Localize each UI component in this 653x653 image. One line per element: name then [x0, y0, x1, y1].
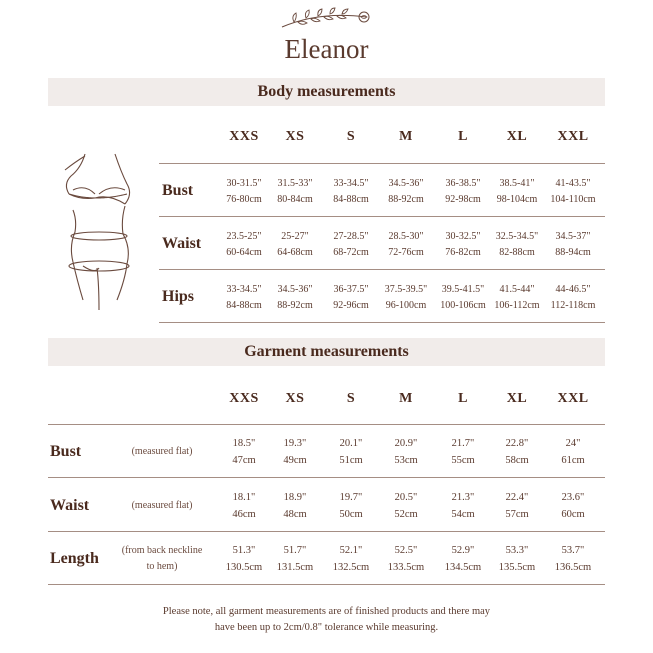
body-cell-in: 27-28.5" [333, 231, 369, 242]
body-cell-in: 36-38.5" [445, 178, 481, 189]
body-cell-cm: 80-84cm [277, 194, 313, 205]
garment-cell-in: 21.7" [451, 438, 475, 449]
garment-cell-in: 53.7" [561, 545, 585, 556]
garment-cell-cm: 53cm [394, 455, 418, 466]
garment-cell-cm: 51cm [339, 455, 363, 466]
body-cell-in: 41.5-44" [499, 284, 535, 295]
garment-cell-in: 20.5" [394, 492, 418, 503]
body-row-rule [159, 269, 605, 270]
garment-cell-cm: 60cm [561, 509, 585, 520]
body-cell-in: 33-34.5" [333, 178, 369, 189]
garment-cell-cm: 132.5cm [332, 562, 370, 573]
body-cell-in: 30-31.5" [226, 178, 262, 189]
body-cell-cm: 76-80cm [226, 194, 262, 205]
garment-cell-in: 51.7" [283, 545, 307, 556]
brand-name: Eleanor [284, 34, 369, 64]
garment-cell-in: 18.1" [232, 492, 256, 503]
body-cell-cm: 84-88cm [226, 300, 262, 311]
body-cell-in: 39.5-41.5" [441, 284, 485, 295]
garment-row-label-bust: Bust [50, 443, 82, 460]
body-cell-in: 34.5-36" [277, 284, 313, 295]
body-cell-in: 30-32.5" [445, 231, 481, 242]
body-cell-cm: 96-100cm [385, 300, 427, 311]
body-cell-cm: 76-82cm [445, 247, 481, 258]
body-cell-cm: 68-72cm [333, 247, 369, 258]
body-cell-cm: 60-64cm [226, 247, 262, 258]
body-size-header-xxs: XXS [229, 129, 259, 144]
garment-cell-cm: 55cm [451, 455, 475, 466]
body-cell-in: 32.5-34.5" [495, 231, 539, 242]
garment-cell-in: 53.3" [505, 545, 529, 556]
garment-cell-in: 23.6" [561, 492, 585, 503]
body-cell-in: 23.5-25" [226, 231, 262, 242]
body-cell-cm: 106-112cm [494, 300, 540, 311]
body-cell-cm: 82-88cm [499, 247, 535, 258]
body-cell-in: 25-27" [281, 231, 309, 242]
garment-cell-cm: 48cm [283, 509, 307, 520]
garment-cell-cm: 47cm [232, 455, 256, 466]
garment-cell-in: 21.3" [451, 492, 475, 503]
body-cell-cm: 88-92cm [388, 194, 424, 205]
garment-cell-cm: 131.5cm [276, 562, 314, 573]
garment-row-rule [48, 584, 605, 585]
garment-cell-in: 20.9" [394, 438, 418, 449]
garment-size-header-s: S [346, 391, 356, 406]
garment-cell-in: 52.1" [339, 545, 363, 556]
body-cell-cm: 100-106cm [440, 300, 486, 311]
garment-cell-in: 18.5" [232, 438, 256, 449]
body-size-header-s: S [346, 129, 356, 144]
garment-row-note: (from back neckline [121, 545, 203, 556]
garment-cell-cm: 46cm [232, 509, 256, 520]
garment-cell-cm: 50cm [339, 509, 363, 520]
body-cell-in: 44-46.5" [555, 284, 591, 295]
body-size-header-l: L [458, 129, 468, 144]
body-measurements-header: Body measurements [48, 78, 605, 106]
garment-cell-in: 52.9" [451, 545, 475, 556]
garment-measurements-header: Garment measurements [48, 338, 605, 366]
garment-row-label-waist: Waist [50, 497, 90, 514]
body-cell-cm: 84-88cm [333, 194, 369, 205]
body-cell-in: 28.5-30" [388, 231, 424, 242]
body-cell-cm: 64-68cm [277, 247, 313, 258]
body-cell-in: 31.5-33" [277, 178, 313, 189]
body-cell-cm: 98-104cm [496, 194, 538, 205]
garment-cell-in: 20.1" [339, 438, 363, 449]
garment-cell-cm: 134.5cm [444, 562, 482, 573]
garment-cell-in: 19.7" [339, 492, 363, 503]
footnote-line-2: have been up to 2cm/0.8" tolerance while measuring. [214, 622, 439, 633]
garment-cell-in: 22.8" [505, 438, 529, 449]
garment-size-header-xxs: XXS [229, 391, 259, 406]
body-cell-cm: 88-92cm [277, 300, 313, 311]
body-size-header-m: M [399, 129, 413, 144]
body-size-header-xxl: XXL [557, 129, 589, 144]
garment-row-note: (measured flat) [131, 500, 193, 511]
garment-cell-cm: 135.5cm [498, 562, 536, 573]
body-row-label-hips: Hips [162, 288, 195, 305]
body-cell-cm: 104-110cm [550, 194, 596, 205]
garment-cell-cm: 57cm [505, 509, 529, 520]
body-cell-cm: 72-76cm [388, 247, 424, 258]
body-cell-in: 38.5-41" [499, 178, 535, 189]
body-rule-top [159, 163, 605, 164]
garment-cell-cm: 49cm [283, 455, 307, 466]
garment-size-header-xs: XS [285, 391, 305, 406]
garment-cell-cm: 130.5cm [225, 562, 263, 573]
garment-cell-cm: 136.5cm [554, 562, 592, 573]
garment-cell-in: 22.4" [505, 492, 529, 503]
garment-rule-top [48, 424, 605, 425]
laurel-branch-icon [280, 5, 376, 35]
garment-row-note: (measured flat) [131, 446, 193, 457]
body-row-label-bust: Bust [162, 182, 194, 199]
body-row-rule [159, 216, 605, 217]
garment-cell-cm: 58cm [505, 455, 529, 466]
body-cell-cm: 112-118cm [550, 300, 596, 311]
garment-size-header-m: M [399, 391, 413, 406]
body-figure-illustration [55, 150, 150, 320]
garment-size-header-l: L [458, 391, 468, 406]
garment-row-rule [48, 477, 605, 478]
body-cell-in: 41-43.5" [555, 178, 591, 189]
body-row-rule [159, 322, 605, 323]
body-size-header-xs: XS [285, 129, 305, 144]
body-cell-in: 34.5-36" [388, 178, 424, 189]
garment-cell-cm: 52cm [394, 509, 418, 520]
garment-cell-cm: 61cm [561, 455, 585, 466]
garment-row-rule [48, 531, 605, 532]
body-row-label-waist: Waist [162, 235, 202, 252]
body-cell-in: 37.5-39.5" [384, 284, 428, 295]
garment-size-header-xxl: XXL [557, 391, 589, 406]
garment-cell-in: 52.5" [394, 545, 418, 556]
garment-cell-cm: 54cm [451, 509, 475, 520]
garment-size-header-xl: XL [506, 391, 528, 406]
body-cell-cm: 92-96cm [333, 300, 369, 311]
body-cell-in: 34.5-37" [555, 231, 591, 242]
garment-row-label-length: Length [50, 550, 99, 567]
body-cell-in: 36-37.5" [333, 284, 369, 295]
body-cell-cm: 92-98cm [445, 194, 481, 205]
footnote-line-1: Please note, all garment measurements are of finished products and there may [162, 606, 491, 617]
garment-cell-in: 24" [565, 438, 581, 449]
garment-row-note: to hem) [146, 561, 178, 572]
garment-cell-in: 51.3" [232, 545, 256, 556]
body-cell-cm: 88-94cm [555, 247, 591, 258]
garment-cell-cm: 133.5cm [387, 562, 425, 573]
garment-cell-in: 18.9" [283, 492, 307, 503]
garment-cell-in: 19.3" [283, 438, 307, 449]
body-size-header-xl: XL [506, 129, 528, 144]
body-cell-in: 33-34.5" [226, 284, 262, 295]
